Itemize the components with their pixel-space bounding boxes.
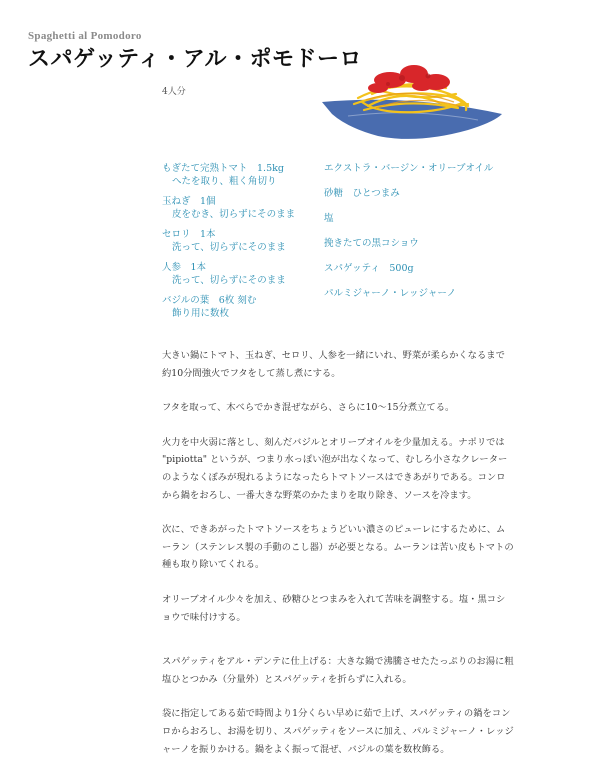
spaghetti-plate-illustration (318, 58, 504, 146)
ingredients-left-column (162, 162, 322, 327)
ingredient-note: 飾り用に数枚 (172, 308, 230, 319)
ingredient-name: セロリ 1本 (162, 229, 216, 240)
ingredient-item: パルミジャーノ・レッジャーノ (324, 288, 457, 299)
ingredient-name: 玉ねぎ 1個 (162, 196, 216, 207)
tomato-sauce (368, 65, 450, 93)
step-paragraph: 火力を中火弱に落とし、刻んだバジルとオリーブオイルを少量加える。ナポリでは "pipiotta" というが、つまり水っぽい泡が出なくなって、むしろ小さなクレーターのようなくぼみが現れるようになったらトマトソースはできあがりである。コンロから鍋をおろし、一番大きな野菜のかたまりを取り除き、ソースを冷ます。 (162, 436, 508, 501)
ingredients-right-column (324, 162, 524, 312)
ingredient-item: 砂糖 ひとつまみ (324, 188, 400, 199)
ingredient-note: 皮をむき、切らずにそのまま (172, 209, 296, 220)
ingredient-note: へたを取り、粗く角切り (172, 176, 277, 187)
ingredient-item (162, 195, 322, 221)
ingredients-list (162, 162, 522, 322)
ingredient-item (162, 228, 322, 254)
ingredient-item: 挽きたての黒コショウ (324, 238, 419, 249)
step-paragraph: スパゲッティをアル・デンテに仕上げる：大きな鍋で沸騰させたたっぷりのお湯に粗塩ひとつかみ（分量外）とスパゲッティを折らずに入れる。 (162, 656, 514, 685)
ingredient-item (162, 294, 322, 320)
recipe-subtitle: Spaghetti al Pomodoro (28, 30, 142, 42)
ingredient-item (162, 162, 322, 188)
servings-label: 4人分 (162, 87, 186, 97)
ingredient-note: 洗って、切らずにそのまま (172, 275, 286, 286)
recipe-title: スパゲッティ・アル・ポモドーロ (28, 47, 362, 72)
ingredient-item: エクストラ・バージン・オリーブオイル (324, 163, 494, 174)
ingredient-item (162, 261, 322, 287)
step-paragraph: 大きい鍋にトマト、玉ねぎ、セロリ、人参を一緒にいれ、野菜が柔らかくなるまで約10分間強火でフタをして蒸し煮にする。 (162, 350, 505, 379)
step-paragraph: フタを取って、木べらでかき混ぜながら、さらに10〜15分煮立てる。 (162, 402, 455, 414)
ingredient-name: バジルの葉 6枚 刻む (162, 295, 257, 306)
ingredient-item: スパゲッティ 500g (324, 263, 414, 274)
ingredient-name: 人参 1本 (162, 262, 207, 273)
ingredient-name: もぎたて完熟トマト 1.5kg (162, 163, 284, 174)
step-paragraph: 袋に指定してある茹で時間より1分くらい早めに茹で上げ、スパゲッティの鍋をコンロからおろし、お湯を切り、スパゲッティをソースに加え、パルミジャーノ・レッジャーノを振りかける。鍋をよく振って混ぜ、バジルの葉を数枚飾る。 (162, 708, 514, 755)
step-paragraph: 次に、できあがったトマトソースをちょうどいい濃さのピューレにするために、ムーラン（ステンレス製の手動のこし器）が必要となる。ムーランは苦い皮もトマトの種も取り除いてくれる。 (162, 524, 514, 571)
ingredient-note: 洗って、切らずにそのまま (172, 242, 286, 253)
ingredient-item: 塩 (324, 213, 334, 224)
recipe-steps (162, 347, 514, 775)
step-paragraph: オリーブオイル少々を加え、砂糖ひとつまみを入れて苦味を調整する。塩・黒コショウで味付けする。 (162, 593, 506, 623)
